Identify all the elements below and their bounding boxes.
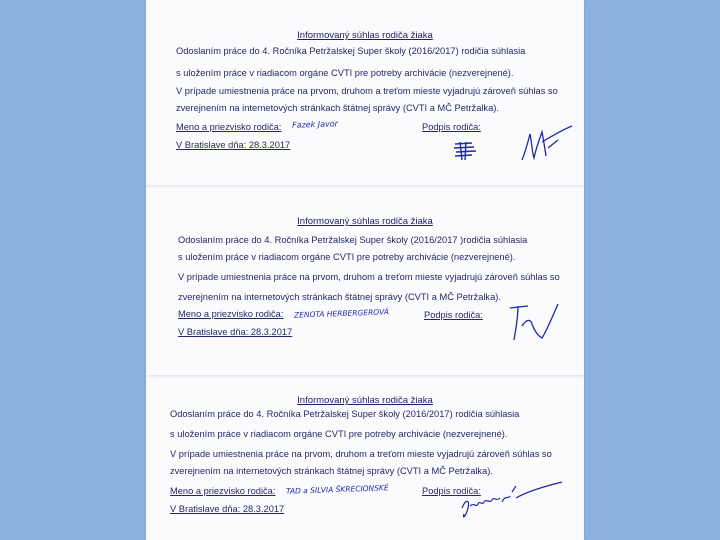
date-line: V Bratislave dňa: 28.3.2017 — [176, 140, 291, 150]
text-line-2: s uložením práce v riadiacom orgáne CVTI pre potreby archivácie (nezverejnené). — [178, 252, 516, 262]
signature-label: Podpis rodiča: — [424, 310, 483, 320]
text-line-4: zverejnením na internetových stránkach štátnej správy (CVTI a MČ Petržalka). — [170, 466, 493, 476]
signature-label: Podpis rodiča: — [422, 486, 481, 496]
text-line-1: Odoslaním práce do 4. Ročníka Petržalskej Super školy (2016/2017 )rodičia súhlasia — [178, 235, 528, 245]
form-title: Informovaný súhlas rodiča žiaka — [297, 216, 433, 227]
parent-signature — [456, 478, 566, 528]
handwritten-name: TAD a SILVIA ŠKRECIONSKÉ — [285, 483, 389, 496]
date-line: V Bratislave dňa: 28.3.2017 — [170, 504, 285, 514]
handwritten-name: ZENOTA HERBERGEROVÁ — [293, 307, 390, 320]
text-line-3: V prípade umiestnenia práce na prvom, druhom a treťom mieste vyjadrujú zároveň súhlas so — [176, 86, 558, 96]
text-line-2: s uložením práce v riadiacom orgáne CVTI pre potreby archivácie (nezverejnené). — [170, 429, 508, 439]
consent-form-1 — [146, 0, 584, 185]
consent-form-2 — [146, 188, 584, 378]
form-title: Informovaný súhlas rodiča žiaka — [297, 395, 433, 406]
date-line: V Bratislave dňa: 28.3.2017 — [178, 327, 293, 337]
text-line-4: zverejnením na internetových stránkach štátnej správy (CVTI a MČ Petržalka). — [176, 103, 499, 113]
text-line-1: Odoslaním práce do 4. Ročníka Petržalskej Super školy (2016/2017) rodičia súhlasia — [170, 409, 520, 419]
handwritten-name: Fazek Javor — [291, 119, 339, 130]
text-line-1: Odoslaním práce do 4. Ročníka Petržalskej Super školy (2016/2017) rodičia súhlasia — [176, 46, 526, 56]
parent-signature — [518, 122, 578, 164]
text-line-3: V prípade umiestnenia práce na prvom, druhom a treťom mieste vyjadrujú zároveň súhlas so — [178, 272, 560, 282]
text-line-2: s uložením práce v riadiacom orgáne CVTI pre potreby archivácie (nezverejnené). — [176, 68, 514, 78]
name-label: Meno a priezvisko rodiča: — [178, 309, 284, 319]
stamp-mark — [452, 140, 480, 162]
text-line-4: zverejnením na internetových stránkach štátnej správy (CVTI a MČ Petržalka). — [178, 292, 501, 302]
parent-signature — [506, 296, 576, 346]
consent-form-3 — [146, 378, 584, 540]
signature-label: Podpis rodiča: — [422, 122, 481, 132]
name-label: Meno a priezvisko rodiča: — [176, 122, 282, 132]
form-title: Informovaný súhlas rodiča žiaka — [297, 30, 433, 41]
scanned-document — [146, 0, 584, 540]
name-label: Meno a priezvisko rodiča: — [170, 486, 276, 496]
text-line-3: V prípade umiestnenia práce na prvom, druhom a treťom mieste vyjadrujú zároveň súhlas so — [170, 449, 552, 459]
